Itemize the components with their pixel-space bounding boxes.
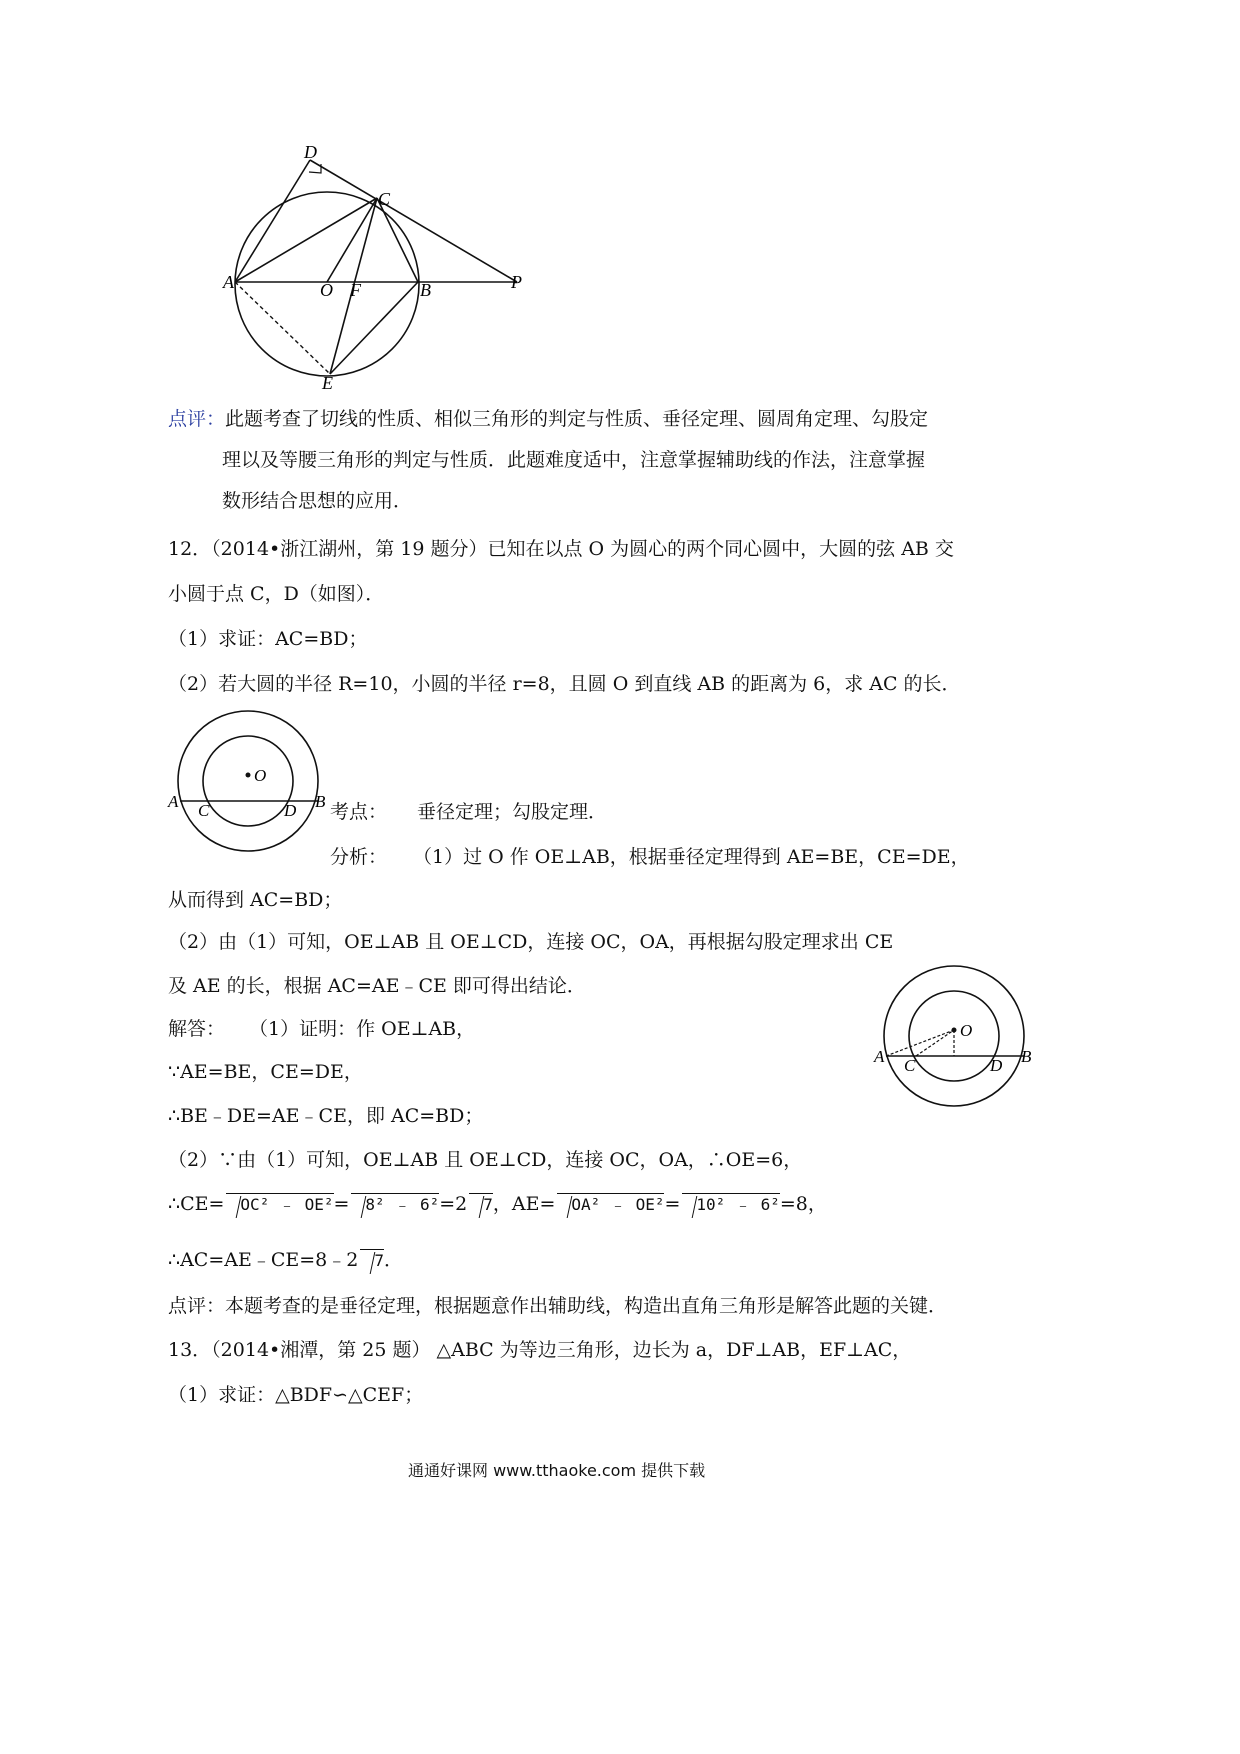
q13-line-1: 13．（2014•湘潭，第 25 题） △ABC 为等边三角形，边长为 a，DF⊥AB，EF⊥AC， (168, 1339, 912, 1361)
jieda-row (168, 1015, 475, 1043)
q12-dianping: 点评：本题考查的是垂径定理，根据题意作出辅助线，构造出直角三角形是解答此题的关键． (168, 1295, 948, 1317)
comment-1 (168, 405, 928, 433)
fenxi-row (330, 843, 970, 871)
ae-res: =8， (779, 1193, 827, 1215)
kaodian-row (330, 798, 607, 826)
ae-root-1: OA² ﹣ OE² (557, 1193, 664, 1216)
ac-end: ． (384, 1249, 404, 1271)
jieda-line-4: （2）∵由（1）可知，OE⊥AB 且 OE⊥CD，连接 OC，OA，∴OE=6， (168, 1149, 803, 1171)
fig2-label-d: D (284, 801, 297, 820)
q13-line-2: （1）求证：△BDF∽△CEF； (168, 1384, 424, 1406)
fig3-label-a: A (874, 1047, 885, 1066)
kaodian-text: 垂径定理；勾股定理． (417, 801, 608, 823)
fenxi-line-2: 从而得到 AC=BD； (168, 889, 343, 911)
q12-line-1: 12．（2014•浙江湖州，第 19 题分）已知在以点 O 为圆心的两个同心圆中，大圆的弦 AB 交 (168, 538, 954, 560)
ce-root-2: 8² ﹣ 6² (351, 1193, 439, 1216)
fenxi-text: （1）过 O 作 OE⊥AB，根据垂径定理得到 AE=BE，CE=DE， (413, 846, 970, 868)
ce-root-1: OC² ﹣ OE² (226, 1193, 333, 1216)
comment-line-2: 理以及等腰三角形的判定与性质．此题难度适中，注意掌握辅助线的作法，注意掌握 (222, 449, 926, 471)
ac-root: 7 (360, 1249, 384, 1272)
label-p: P (511, 272, 522, 292)
fig2-label-c: C (198, 801, 210, 820)
label-o: O (320, 280, 333, 300)
fig3-label-o: O (960, 1021, 973, 1040)
kaodian-label: 考点： (330, 801, 388, 823)
eq-2: = (664, 1193, 681, 1215)
label-d: D (304, 142, 317, 162)
fig3-label-c: C (904, 1056, 916, 1075)
label-c: C (378, 189, 391, 209)
ae-lhs: ，AE= (492, 1193, 556, 1215)
ae-root-2: 10² ﹣ 6² (682, 1193, 779, 1216)
jieda-line-6 (168, 1246, 403, 1274)
label-b: B (420, 280, 431, 300)
comment-label: 点评： (168, 408, 226, 430)
comment-line-3: 数形结合思想的应用． (222, 490, 413, 512)
jieda-line-1: （1）证明：作 OE⊥AB， (249, 1018, 476, 1040)
jieda-label: 解答： (168, 1018, 226, 1040)
q12-line-2: 小圆于点 C，D（如图）． (168, 583, 385, 605)
jieda-line-2: ∵AE=BE，CE=DE， (168, 1061, 363, 1083)
footer-text: 通通好课网 www.tthaoke.com 提供下载 (408, 1461, 706, 1480)
q12-line-3: （1）求证：AC=BD； (168, 628, 368, 650)
ce-res: =2 (439, 1193, 468, 1215)
ce-root-3: 7 (469, 1193, 493, 1216)
figure-concentric-circles-solution (866, 960, 1046, 1120)
ce-lhs: ∴CE= (168, 1193, 225, 1215)
fenxi-line-4: 及 AE 的长，根据 AC=AE﹣CE 即可得出结论． (168, 975, 586, 997)
label-e: E (322, 373, 333, 393)
fenxi-line-3: （2）由（1）可知，OE⊥AB 且 OE⊥CD，连接 OC，OA，再根据勾股定理求出 CE (168, 931, 894, 953)
fenxi-label: 分析： (330, 846, 388, 868)
fig3-label-d: D (990, 1056, 1003, 1075)
figure-circle-tangent (223, 142, 550, 440)
jieda-line-3: ∴BE﹣DE=AE﹣CE，即 AC=BD； (168, 1105, 484, 1127)
fig2-label-b: B (315, 792, 326, 811)
q12-line-4: （2）若大圆的半径 R=10，小圆的半径 r=8，且圆 O 到直线 AB 的距离为 6，求 AC 的长． (168, 673, 961, 695)
eq-1: = (333, 1193, 350, 1215)
fig2-label-a: A (168, 792, 179, 811)
jieda-line-5 (168, 1190, 827, 1218)
fig3-label-b: B (1021, 1047, 1032, 1066)
ac-result: ∴AC=AE﹣CE=8﹣2 (168, 1249, 359, 1271)
comment-line-1: 此题考查了切线的性质、相似三角形的判定与性质、垂径定理、圆周角定理、勾股定 (225, 408, 929, 430)
label-f: F (350, 280, 361, 300)
label-a: A (223, 272, 234, 292)
fig2-label-o: O (254, 766, 267, 785)
figure-concentric-circles (160, 705, 340, 865)
